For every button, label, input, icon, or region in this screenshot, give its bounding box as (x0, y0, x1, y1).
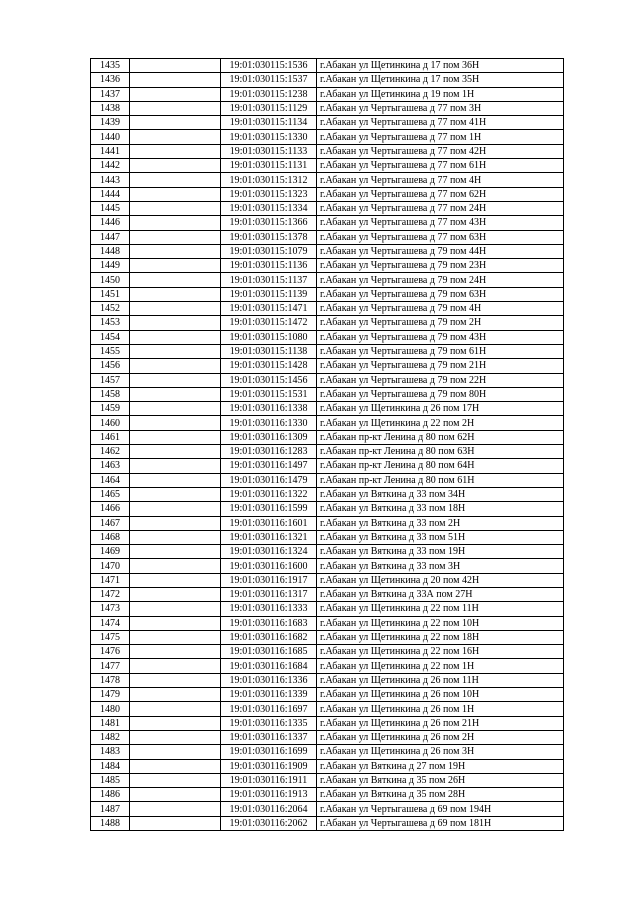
cadastral-number-cell: 19:01:030115:1139 (221, 287, 317, 301)
cadastral-number-cell: 19:01:030116:1479 (221, 473, 317, 487)
address-cell: г.Абакан ул Вяткина д 33 пом 19Н (317, 545, 564, 559)
cadastral-number-cell: 19:01:030115:1238 (221, 87, 317, 101)
cadastral-number-cell: 19:01:030115:1531 (221, 387, 317, 401)
cadastral-number-cell: 19:01:030116:1911 (221, 773, 317, 787)
address-cell: г.Абакан ул Щетинкина д 19 пом 1Н (317, 87, 564, 101)
table-row (91, 759, 564, 773)
empty-cell (130, 373, 221, 387)
table-row (91, 616, 564, 630)
row-number-cell: 1456 (91, 359, 130, 373)
row-number-cell: 1451 (91, 287, 130, 301)
table-row (91, 159, 564, 173)
address-cell: г.Абакан пр-кт Ленина д 80 пом 63Н (317, 445, 564, 459)
table-row (91, 688, 564, 702)
address-cell: г.Абакан ул Чертыгашева д 79 пом 24Н (317, 273, 564, 287)
row-number-cell: 1475 (91, 630, 130, 644)
empty-cell (130, 173, 221, 187)
cadastral-number-cell: 19:01:030116:1600 (221, 559, 317, 573)
table-row (91, 230, 564, 244)
cadastral-number-cell: 19:01:030115:1138 (221, 344, 317, 358)
row-number-cell: 1463 (91, 459, 130, 473)
table-row (91, 316, 564, 330)
address-cell: г.Абакан ул Чертыгашева д 77 пом 41Н (317, 116, 564, 130)
empty-cell (130, 344, 221, 358)
table-row (91, 502, 564, 516)
empty-cell (130, 559, 221, 573)
empty-cell (130, 745, 221, 759)
empty-cell (130, 659, 221, 673)
row-number-cell: 1476 (91, 645, 130, 659)
cadastral-number-cell: 19:01:030116:1333 (221, 602, 317, 616)
empty-cell (130, 87, 221, 101)
table-row (91, 116, 564, 130)
row-number-cell: 1457 (91, 373, 130, 387)
row-number-cell: 1481 (91, 716, 130, 730)
address-cell: г.Абакан ул Чертыгашева д 79 пом 63Н (317, 287, 564, 301)
cadastral-number-cell: 19:01:030116:1697 (221, 702, 317, 716)
empty-cell (130, 773, 221, 787)
address-cell: г.Абакан ул Щетинкина д 26 пом 11Н (317, 673, 564, 687)
cadastral-number-cell: 19:01:030115:1323 (221, 187, 317, 201)
row-number-cell: 1470 (91, 559, 130, 573)
address-cell: г.Абакан ул Чертыгашева д 69 пом 181Н (317, 816, 564, 830)
address-cell: г.Абакан ул Чертыгашева д 77 пом 43Н (317, 216, 564, 230)
address-cell: г.Абакан ул Чертыгашева д 69 пом 194Н (317, 802, 564, 816)
address-cell: г.Абакан ул Чертыгашева д 79 пом 43Н (317, 330, 564, 344)
table-row (91, 773, 564, 787)
cadastral-number-cell: 19:01:030116:2064 (221, 802, 317, 816)
cadastral-number-cell: 19:01:030116:1338 (221, 402, 317, 416)
table-row (91, 101, 564, 115)
address-cell: г.Абакан ул Щетинкина д 26 пом 17Н (317, 402, 564, 416)
row-number-cell: 1482 (91, 730, 130, 744)
empty-cell (130, 645, 221, 659)
empty-cell (130, 673, 221, 687)
table-row (91, 273, 564, 287)
cadastral-number-cell: 19:01:030115:1312 (221, 173, 317, 187)
table-row (91, 59, 564, 73)
row-number-cell: 1453 (91, 316, 130, 330)
empty-cell (130, 244, 221, 258)
empty-cell (130, 516, 221, 530)
row-number-cell: 1479 (91, 688, 130, 702)
row-number-cell: 1460 (91, 416, 130, 430)
address-cell: г.Абакан ул Чертыгашева д 79 пом 80Н (317, 387, 564, 401)
row-number-cell: 1472 (91, 587, 130, 601)
address-cell: г.Абакан ул Щетинкина д 26 пом 2Н (317, 730, 564, 744)
address-cell: г.Абакан ул Чертыгашева д 79 пом 21Н (317, 359, 564, 373)
cadastral-number-cell: 19:01:030116:1684 (221, 659, 317, 673)
address-cell: г.Абакан ул Вяткина д 33А пом 27Н (317, 587, 564, 601)
empty-cell (130, 359, 221, 373)
table-row (91, 402, 564, 416)
address-cell: г.Абакан ул Чертыгашева д 79 пом 44Н (317, 244, 564, 258)
row-number-cell: 1447 (91, 230, 130, 244)
row-number-cell: 1441 (91, 144, 130, 158)
table-row (91, 287, 564, 301)
address-cell: г.Абакан ул Чертыгашева д 77 пом 61Н (317, 159, 564, 173)
table-row (91, 173, 564, 187)
cadastral-number-cell: 19:01:030115:1456 (221, 373, 317, 387)
empty-cell (130, 587, 221, 601)
row-number-cell: 1465 (91, 487, 130, 501)
table-row (91, 244, 564, 258)
empty-cell (130, 201, 221, 215)
cadastral-number-cell: 19:01:030115:1080 (221, 330, 317, 344)
address-cell: г.Абакан ул Щетинкина д 22 пом 2Н (317, 416, 564, 430)
empty-cell (130, 101, 221, 115)
row-number-cell: 1468 (91, 530, 130, 544)
cadastral-number-cell: 19:01:030116:1682 (221, 630, 317, 644)
cadastral-number-cell: 19:01:030116:1330 (221, 416, 317, 430)
empty-cell (130, 259, 221, 273)
row-number-cell: 1440 (91, 130, 130, 144)
table-row (91, 416, 564, 430)
cadastral-number-cell: 19:01:030115:1129 (221, 101, 317, 115)
cadastral-number-cell: 19:01:030116:2062 (221, 816, 317, 830)
empty-cell (130, 59, 221, 73)
empty-cell (130, 302, 221, 316)
table-row (91, 487, 564, 501)
row-number-cell: 1458 (91, 387, 130, 401)
row-number-cell: 1443 (91, 173, 130, 187)
address-cell: г.Абакан ул Щетинкина д 22 пом 1Н (317, 659, 564, 673)
row-number-cell: 1466 (91, 502, 130, 516)
row-number-cell: 1469 (91, 545, 130, 559)
empty-cell (130, 502, 221, 516)
row-number-cell: 1488 (91, 816, 130, 830)
empty-cell (130, 187, 221, 201)
row-number-cell: 1464 (91, 473, 130, 487)
cadastral-number-cell: 19:01:030115:1134 (221, 116, 317, 130)
row-number-cell: 1459 (91, 402, 130, 416)
address-cell: г.Абакан ул Щетинкина д 17 пом 36Н (317, 59, 564, 73)
row-number-cell: 1435 (91, 59, 130, 73)
table-row (91, 302, 564, 316)
address-cell: г.Абакан ул Чертыгашева д 77 пом 4Н (317, 173, 564, 187)
empty-cell (130, 130, 221, 144)
cadastral-number-cell: 19:01:030116:1336 (221, 673, 317, 687)
table-row (91, 702, 564, 716)
row-number-cell: 1448 (91, 244, 130, 258)
cadastral-number-cell: 19:01:030115:1537 (221, 73, 317, 87)
row-number-cell: 1462 (91, 445, 130, 459)
empty-cell (130, 573, 221, 587)
row-number-cell: 1445 (91, 201, 130, 215)
row-number-cell: 1438 (91, 101, 130, 115)
cadastral-number-cell: 19:01:030115:1136 (221, 259, 317, 273)
table-row (91, 573, 564, 587)
address-cell: г.Абакан ул Чертыгашева д 77 пом 42Н (317, 144, 564, 158)
table-row (91, 673, 564, 687)
empty-cell (130, 287, 221, 301)
address-cell: г.Абакан ул Чертыгашева д 79 пом 23Н (317, 259, 564, 273)
table-row (91, 730, 564, 744)
empty-cell (130, 445, 221, 459)
table-row (91, 602, 564, 616)
cadastral-number-cell: 19:01:030115:1428 (221, 359, 317, 373)
address-cell: г.Абакан ул Щетинкина д 26 пом 1Н (317, 702, 564, 716)
address-cell: г.Абакан ул Вяткина д 33 пом 18Н (317, 502, 564, 516)
cadastral-number-cell: 19:01:030115:1079 (221, 244, 317, 258)
cadastral-number-cell: 19:01:030115:1378 (221, 230, 317, 244)
row-number-cell: 1467 (91, 516, 130, 530)
table-row (91, 745, 564, 759)
empty-cell (130, 144, 221, 158)
table-row (91, 459, 564, 473)
cadastral-number-cell: 19:01:030116:1324 (221, 545, 317, 559)
row-number-cell: 1455 (91, 344, 130, 358)
table-row (91, 788, 564, 802)
row-number-cell: 1437 (91, 87, 130, 101)
empty-cell (130, 459, 221, 473)
address-cell: г.Абакан ул Вяткина д 33 пом 2Н (317, 516, 564, 530)
row-number-cell: 1450 (91, 273, 130, 287)
cadastral-number-cell: 19:01:030116:1699 (221, 745, 317, 759)
table-row (91, 330, 564, 344)
empty-cell (130, 545, 221, 559)
empty-cell (130, 802, 221, 816)
address-cell: г.Абакан ул Щетинкина д 17 пом 35Н (317, 73, 564, 87)
empty-cell (130, 159, 221, 173)
empty-cell (130, 487, 221, 501)
address-cell: г.Абакан ул Вяткина д 27 пом 19Н (317, 759, 564, 773)
cadastral-number-cell: 19:01:030116:1685 (221, 645, 317, 659)
table-row (91, 359, 564, 373)
property-registry-table (90, 58, 564, 831)
address-cell: г.Абакан ул Чертыгашева д 77 пом 3Н (317, 101, 564, 115)
empty-cell (130, 602, 221, 616)
table-row (91, 430, 564, 444)
row-number-cell: 1461 (91, 430, 130, 444)
address-cell: г.Абакан ул Чертыгашева д 79 пом 2Н (317, 316, 564, 330)
empty-cell (130, 630, 221, 644)
table-row (91, 716, 564, 730)
address-cell: г.Абакан ул Щетинкина д 22 пом 11Н (317, 602, 564, 616)
cadastral-number-cell: 19:01:030116:1913 (221, 788, 317, 802)
row-number-cell: 1442 (91, 159, 130, 173)
row-number-cell: 1474 (91, 616, 130, 630)
address-cell: г.Абакан ул Чертыгашева д 77 пом 63Н (317, 230, 564, 244)
empty-cell (130, 416, 221, 430)
empty-cell (130, 230, 221, 244)
empty-cell (130, 316, 221, 330)
cadastral-number-cell: 19:01:030116:1322 (221, 487, 317, 501)
row-number-cell: 1484 (91, 759, 130, 773)
empty-cell (130, 216, 221, 230)
address-cell: г.Абакан ул Чертыгашева д 79 пом 61Н (317, 344, 564, 358)
cadastral-number-cell: 19:01:030116:1497 (221, 459, 317, 473)
cadastral-number-cell: 19:01:030115:1334 (221, 201, 317, 215)
empty-cell (130, 788, 221, 802)
address-cell: г.Абакан ул Щетинкина д 26 пом 21Н (317, 716, 564, 730)
row-number-cell: 1446 (91, 216, 130, 230)
empty-cell (130, 616, 221, 630)
cadastral-number-cell: 19:01:030115:1131 (221, 159, 317, 173)
address-cell: г.Абакан ул Вяткина д 33 пом 34Н (317, 487, 564, 501)
cadastral-number-cell: 19:01:030116:1335 (221, 716, 317, 730)
cadastral-number-cell: 19:01:030115:1366 (221, 216, 317, 230)
row-number-cell: 1454 (91, 330, 130, 344)
cadastral-number-cell: 19:01:030116:1601 (221, 516, 317, 530)
table-row (91, 587, 564, 601)
row-number-cell: 1487 (91, 802, 130, 816)
table-row (91, 816, 564, 830)
row-number-cell: 1483 (91, 745, 130, 759)
empty-cell (130, 402, 221, 416)
address-cell: г.Абакан ул Щетинкина д 26 пом 10Н (317, 688, 564, 702)
cadastral-number-cell: 19:01:030116:1339 (221, 688, 317, 702)
table-row (91, 559, 564, 573)
cadastral-number-cell: 19:01:030116:1321 (221, 530, 317, 544)
address-cell: г.Абакан ул Щетинкина д 22 пом 16Н (317, 645, 564, 659)
row-number-cell: 1480 (91, 702, 130, 716)
empty-cell (130, 387, 221, 401)
empty-cell (130, 330, 221, 344)
registry-table-body (91, 59, 564, 831)
cadastral-number-cell: 19:01:030115:1133 (221, 144, 317, 158)
empty-cell (130, 730, 221, 744)
table-row (91, 473, 564, 487)
cadastral-number-cell: 19:01:030116:1309 (221, 430, 317, 444)
row-number-cell: 1436 (91, 73, 130, 87)
address-cell: г.Абакан ул Вяткина д 35 пом 28Н (317, 788, 564, 802)
row-number-cell: 1449 (91, 259, 130, 273)
table-row (91, 87, 564, 101)
cadastral-number-cell: 19:01:030116:1683 (221, 616, 317, 630)
address-cell: г.Абакан ул Чертыгашева д 79 пом 22Н (317, 373, 564, 387)
address-cell: г.Абакан ул Вяткина д 35 пом 26Н (317, 773, 564, 787)
row-number-cell: 1473 (91, 602, 130, 616)
empty-cell (130, 430, 221, 444)
row-number-cell: 1439 (91, 116, 130, 130)
empty-cell (130, 73, 221, 87)
row-number-cell: 1471 (91, 573, 130, 587)
row-number-cell: 1444 (91, 187, 130, 201)
row-number-cell: 1486 (91, 788, 130, 802)
cadastral-number-cell: 19:01:030116:1317 (221, 587, 317, 601)
table-row (91, 344, 564, 358)
cadastral-number-cell: 19:01:030116:1337 (221, 730, 317, 744)
cadastral-number-cell: 19:01:030116:1599 (221, 502, 317, 516)
address-cell: г.Абакан ул Чертыгашева д 77 пом 1Н (317, 130, 564, 144)
address-cell: г.Абакан ул Щетинкина д 22 пом 18Н (317, 630, 564, 644)
empty-cell (130, 688, 221, 702)
table-row (91, 545, 564, 559)
address-cell: г.Абакан ул Щетинкина д 20 пом 42Н (317, 573, 564, 587)
table-row (91, 530, 564, 544)
address-cell: г.Абакан ул Чертыгашева д 77 пом 62Н (317, 187, 564, 201)
table-row (91, 659, 564, 673)
cadastral-number-cell: 19:01:030115:1471 (221, 302, 317, 316)
table-row (91, 373, 564, 387)
table-row (91, 630, 564, 644)
empty-cell (130, 530, 221, 544)
address-cell: г.Абакан ул Вяткина д 33 пом 3Н (317, 559, 564, 573)
address-cell: г.Абакан пр-кт Ленина д 80 пом 61Н (317, 473, 564, 487)
row-number-cell: 1452 (91, 302, 130, 316)
table-row (91, 187, 564, 201)
table-row (91, 802, 564, 816)
table-row (91, 387, 564, 401)
table-row (91, 516, 564, 530)
address-cell: г.Абакан ул Чертыгашева д 77 пом 24Н (317, 201, 564, 215)
cadastral-number-cell: 19:01:030116:1917 (221, 573, 317, 587)
table-row (91, 445, 564, 459)
empty-cell (130, 716, 221, 730)
cadastral-number-cell: 19:01:030115:1536 (221, 59, 317, 73)
empty-cell (130, 816, 221, 830)
address-cell: г.Абакан ул Чертыгашева д 79 пом 4Н (317, 302, 564, 316)
address-cell: г.Абакан ул Щетинкина д 22 пом 10Н (317, 616, 564, 630)
address-cell: г.Абакан пр-кт Ленина д 80 пом 62Н (317, 430, 564, 444)
row-number-cell: 1485 (91, 773, 130, 787)
empty-cell (130, 702, 221, 716)
row-number-cell: 1478 (91, 673, 130, 687)
empty-cell (130, 759, 221, 773)
table-row (91, 645, 564, 659)
row-number-cell: 1477 (91, 659, 130, 673)
table-row (91, 144, 564, 158)
table-row (91, 259, 564, 273)
cadastral-number-cell: 19:01:030116:1283 (221, 445, 317, 459)
cadastral-number-cell: 19:01:030115:1330 (221, 130, 317, 144)
cadastral-number-cell: 19:01:030116:1909 (221, 759, 317, 773)
cadastral-number-cell: 19:01:030115:1472 (221, 316, 317, 330)
table-row (91, 201, 564, 215)
address-cell: г.Абакан ул Щетинкина д 26 пом 3Н (317, 745, 564, 759)
table-row (91, 130, 564, 144)
cadastral-number-cell: 19:01:030115:1137 (221, 273, 317, 287)
address-cell: г.Абакан ул Вяткина д 33 пом 51Н (317, 530, 564, 544)
empty-cell (130, 116, 221, 130)
table-row (91, 216, 564, 230)
table-row (91, 73, 564, 87)
address-cell: г.Абакан пр-кт Ленина д 80 пом 64Н (317, 459, 564, 473)
empty-cell (130, 473, 221, 487)
empty-cell (130, 273, 221, 287)
